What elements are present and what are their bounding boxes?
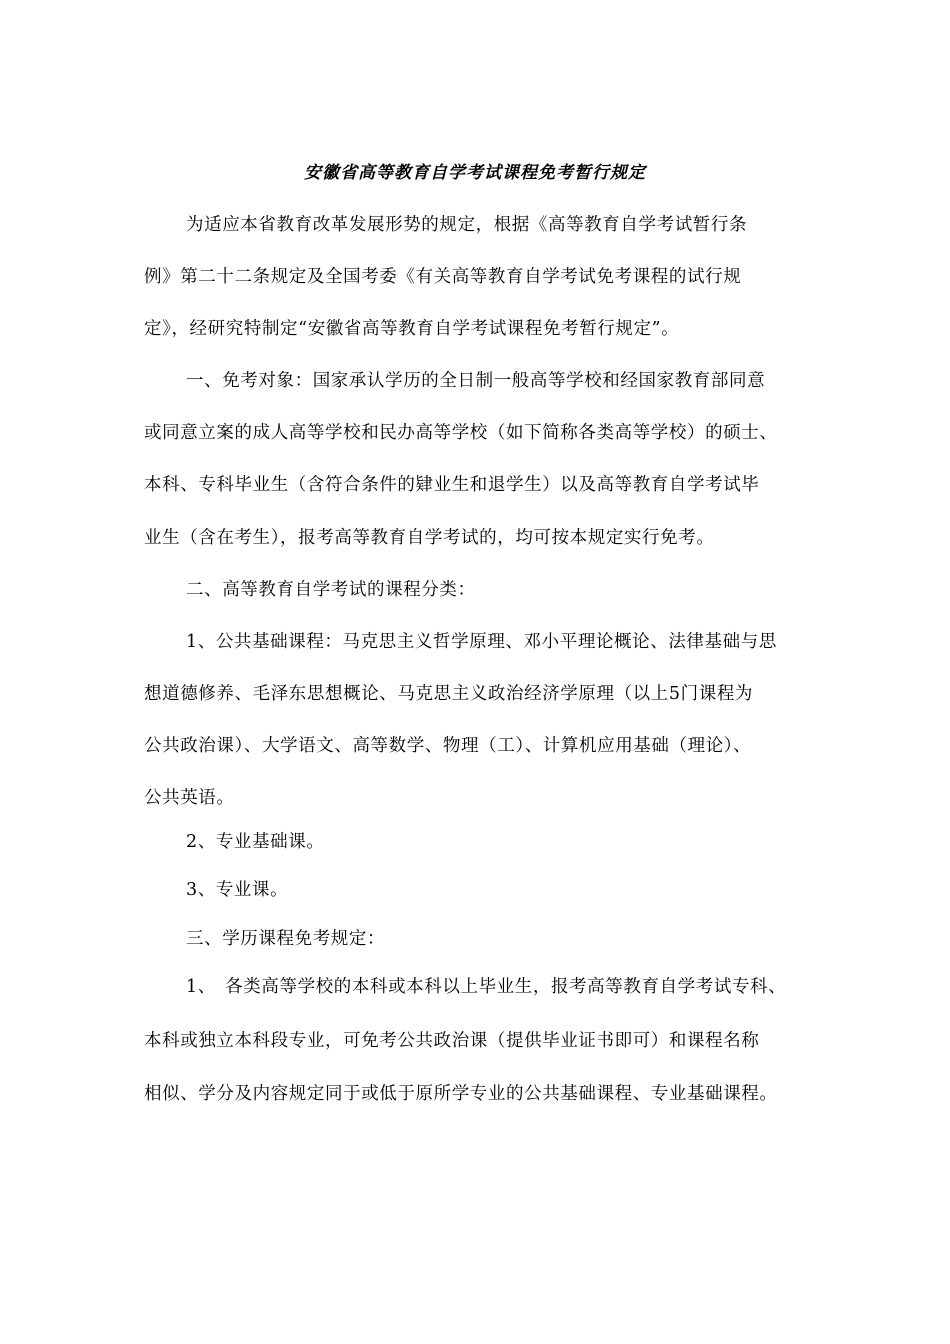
- paragraph-line: 1、公共基础课程：马克思主义哲学原理、邓小平理论概论、法律基础与思: [186, 632, 777, 652]
- paragraph-line: 一、免考对象：国家承认学历的全日制一般高等学校和经国家教育部同意: [186, 371, 766, 391]
- paragraph-line: 本科或独立本科段专业，可免考公共政治课（提供毕业证书即可）和课程名称: [144, 1031, 760, 1051]
- paragraph-line: 本科、专科毕业生（含符合条件的肄业生和退学生）以及高等教育自学考试毕: [144, 475, 760, 495]
- list-item: 3、专业课。: [186, 880, 289, 900]
- paragraph-line: 定》，经研究特制定“安徽省高等教育自学考试课程免考暂行规定”。: [144, 319, 680, 339]
- document-title: 安徽省高等教育自学考试课程免考暂行规定: [304, 163, 646, 183]
- paragraph-line: 1、 各类高等学校的本科或本科以上毕业生，报考高等教育自学考试专科、: [186, 977, 787, 997]
- paragraph-line: 公共英语。: [144, 788, 235, 808]
- paragraph-line: 或同意立案的成人高等学校和民办高等学校（如下简称各类高等学校）的硕士、: [144, 423, 778, 443]
- paragraph-line: 例》第二十二条规定及全国考委《有关高等教育自学考试免考课程的试行规: [144, 267, 742, 287]
- paragraph-line: 业生（含在考生），报考高等教育自学考试的，均可按本规定实行免考。: [144, 528, 715, 548]
- paragraph-line: 为适应本省教育改革发展形势的规定，根据《高等教育自学考试暂行条: [186, 215, 748, 235]
- list-item: 2、专业基础课。: [186, 832, 325, 852]
- section-heading: 三、学历课程免考规定：: [186, 929, 386, 949]
- paragraph-line: 相似、学分及内容规定同于或低于原所学专业的公共基础课程、专业基础课程。: [144, 1084, 778, 1104]
- paragraph-line: 公共政治课）、大学语文、高等数学、物理（工）、计算机应用基础（理论）、: [144, 736, 752, 756]
- section-heading: 二、高等教育自学考试的课程分类：: [186, 580, 476, 600]
- paragraph-line: 想道德修养、毛泽东思想概论、马克思主义政治经济学原理（以上5门课程为: [144, 684, 754, 704]
